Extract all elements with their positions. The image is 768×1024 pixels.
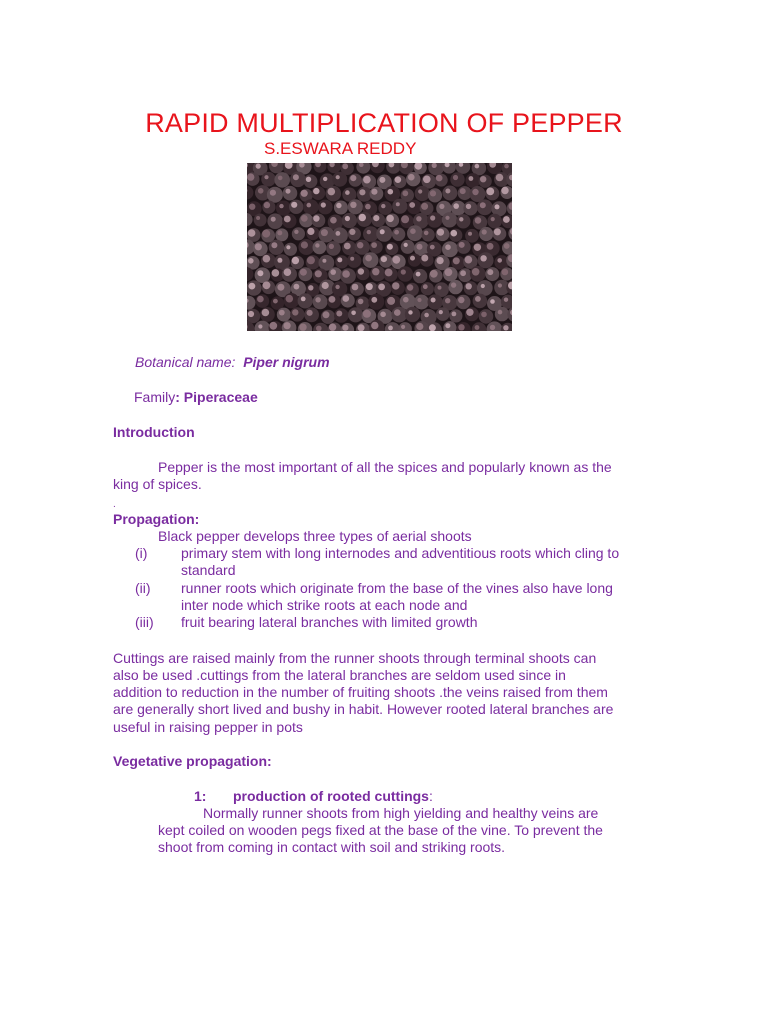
peppercorns-image [247,163,512,331]
cuttings-line: are generally short lived and bushy in habit. However rooted lateral branches are [113,701,614,717]
step-line: Normally runner shoots from high yielding and healthy veins are [203,805,599,821]
step-number: 1: [194,788,207,804]
intro-line-2: king of spices. [113,476,202,492]
family-row [134,389,258,406]
family-value: Piperaceae [183,389,258,405]
author-name: S.ESWARA REDDY [264,139,417,158]
shoot-item-line: inter node which strike roots at each node and [181,597,468,613]
introduction-heading: Introduction [113,424,195,440]
intro-line-1: Pepper is the most important of all the spices and popularly known as the [158,459,612,475]
shoot-item-line: standard [181,562,236,578]
shoot-item-line: runner roots which originate from the base of the vines also have long [181,580,613,596]
propagation-intro: Black pepper develops three types of aerial shoots [158,528,472,544]
propagation-heading: Propagation: [113,511,200,527]
peppercorns-photo [247,163,512,331]
document-title: RAPID MULTIPLICATION OF PEPPER [145,108,623,138]
step-title: production of rooted cuttings [233,788,429,804]
botanical-name-row [135,354,330,371]
shoot-item-number: (iii) [135,614,154,630]
cuttings-line: addition to reduction in the number of fruiting shoots .the veins raised from them [113,684,608,700]
cuttings-line: useful in raising pepper in pots [113,719,303,735]
botanical-name-label: Botanical name: [135,354,236,370]
family-colon: : [175,389,180,405]
shoot-item-number: (ii) [135,580,151,596]
vegetative-propagation-heading: Vegetative propagation: [113,753,272,769]
shoot-item-line: primary stem with long internodes and adventitious roots which cling to [181,545,620,561]
step-title-row [233,788,433,805]
family-label: Family [134,389,176,405]
shoot-item-line: fruit bearing lateral branches with limited growth [181,614,478,630]
step-line: shoot from coming in contact with soil and striking roots. [158,839,506,855]
cuttings-line: also be used .cuttings from the lateral branches are seldom used since in [113,667,566,683]
botanical-name-value: Piper nigrum [243,354,330,370]
cuttings-line: Cuttings are raised mainly from the runner shoots through terminal shoots can [113,650,597,666]
step-line: kept coiled on wooden pegs fixed at the base of the vine. To prevent the [158,822,603,838]
shoot-item-number: (i) [135,545,148,561]
stray-dot: . [113,499,116,510]
step-title-colon: : [428,788,433,804]
